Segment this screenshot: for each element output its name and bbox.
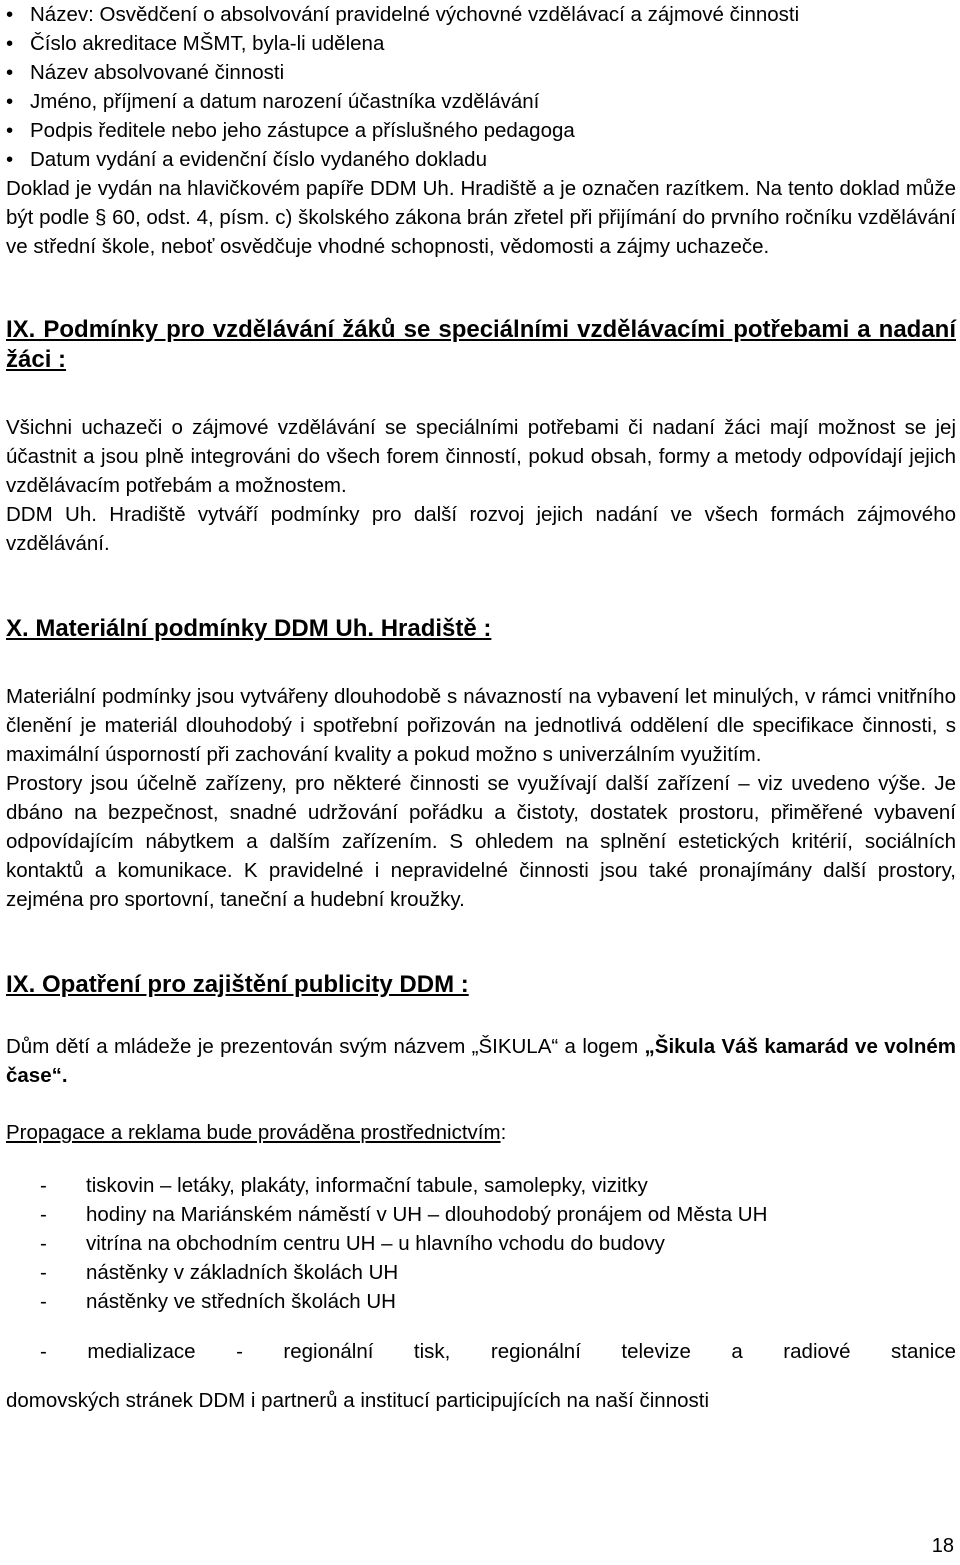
list-item: • Podpis ředitele nebo jeho zástupce a příslušného pedagoga (6, 116, 956, 145)
list-item: • Název absolvované činnosti (6, 58, 956, 87)
list-item-text: vitrína na obchodním centru UH – u hlavního vchodu do budovy (86, 1232, 665, 1255)
promo-list (6, 1171, 956, 1316)
section-heading-x: X. Materiální podmínky DDM Uh. Hradiště : (6, 615, 492, 642)
publicity-intro: Dům dětí a mládeže je prezentován svým názvem „ŠIKULA“ a logem (6, 1035, 639, 1058)
promo-heading (6, 1118, 956, 1147)
document-paragraph: Materiální podmínky jsou vytvářeny dlouhodobě s návazností na vybavení let minulých, v rámci vnitřního členění je materiál dlouhodobý i spotřební pořizován na jednotlivá oddělení dle specifikace činnosti, s maximální úsporností při zachování kvality a pokud možno s univerzálním využitím. (6, 685, 956, 766)
list-item-text: hodiny na Mariánském náměstí v UH – dlouhodobý pronájem od Města UH (86, 1203, 768, 1226)
list-item: • Datum vydání a evidenční číslo vydaného dokladu (6, 145, 956, 174)
promo-heading-colon: : (500, 1121, 507, 1144)
page-number: 18 (931, 1535, 954, 1557)
list-item: - hodiny na Mariánském náměstí v UH – dlouhodobý pronájem od Města UH (40, 1203, 768, 1226)
list-item: • Číslo akreditace MŠMT, byla-li udělena (6, 29, 956, 58)
list-item-text: tiskovin – letáky, plakáty, informační tabule, samolepky, vizitky (86, 1174, 648, 1197)
document-paragraph: Prostory jsou účelně zařízeny, pro některé činnosti se využívají další zařízení – viz uvedeno výše. Je dbáno na bezpečnost, snadné udržování pořádku a čistoty, dostatek prostoru, přiměřené vybavení odpovídajícím nábytkem a dalším zařízením. S ohledem na splnění estetických kritérií, sociálních kontaktů a komunikace. K pravidelné i nepravidelné činnosti jsou také pronajímány další prostory, zejména pro sportovní, taneční a hudební kroužky. (6, 772, 956, 911)
list-item: - tiskovin – letáky, plakáty, informační tabule, samolepky, vizitky (40, 1174, 648, 1197)
publicity-motto: „Šikula Váš kamarád ve volném čase“. (6, 1035, 956, 1087)
list-item: • Název: Osvědčení o absolvování pravidelné výchovné vzdělávací a zájmové činnosti (6, 0, 956, 29)
list-item: • Jméno, příjmení a datum narození účastníka vzdělávání (6, 87, 956, 116)
section-heading-ix: IX. Podmínky pro vzdělávání žáků se speciálními vzdělávacími potřebami a nadaní žáci : (6, 316, 956, 373)
promo-heading-text: Propagace a reklama bude prováděna prostřednictvím (6, 1121, 501, 1144)
certificate-fields-list (6, 0, 956, 174)
list-item: - vitrína na obchodním centru UH – u hlavního vchodu do budovy (40, 1232, 665, 1255)
list-item: - nástěnky v základních školách UH (40, 1261, 399, 1284)
list-item: - nástěnky ve středních školách UH (40, 1290, 396, 1313)
publicity-paragraph (6, 1032, 956, 1090)
promo-last-line: - medializace - regionální tisk, regionální televize a radiové stanice (40, 1339, 956, 1363)
list-item-text: nástěnky ve středních školách UH (86, 1290, 396, 1313)
document-page (6, 0, 956, 1436)
document-paragraph: Všichni uchazeči o zájmové vzdělávání se speciálními potřebami či nadaní žáci mají možnost se jej účastnit a jsou plně integrováni do všech forem činností, pokud obsah, formy a metody odpovídají jejich vzdělávacím potřebám a možnostem. (6, 416, 956, 497)
document-paragraph: DDM Uh. Hradiště vytváří podmínky pro další rozvoj jejich nadání ve všech formách zájmového vzdělávání. (6, 503, 956, 555)
section-heading-publicity: IX. Opatření pro zajištění publicity DDM : (6, 971, 469, 998)
promo-last-line-cont: domovských stránek DDM i partnerů a institucí participujících na naší činnosti (6, 1389, 709, 1412)
list-item-text: nástěnky v základních školách UH (86, 1261, 399, 1284)
document-paragraph: Doklad je vydán na hlavičkovém papíře DDM Uh. Hradiště a je označen razítkem. Na tento doklad může být podle § 60, odst. 4, písm. c) školského zákona brán zřetel při přijímání do prvního ročníku vzdělávání ve střední škole, neboť osvědčuje vhodné schopnosti, vědomosti a zájmy uchazeče. (6, 177, 956, 258)
